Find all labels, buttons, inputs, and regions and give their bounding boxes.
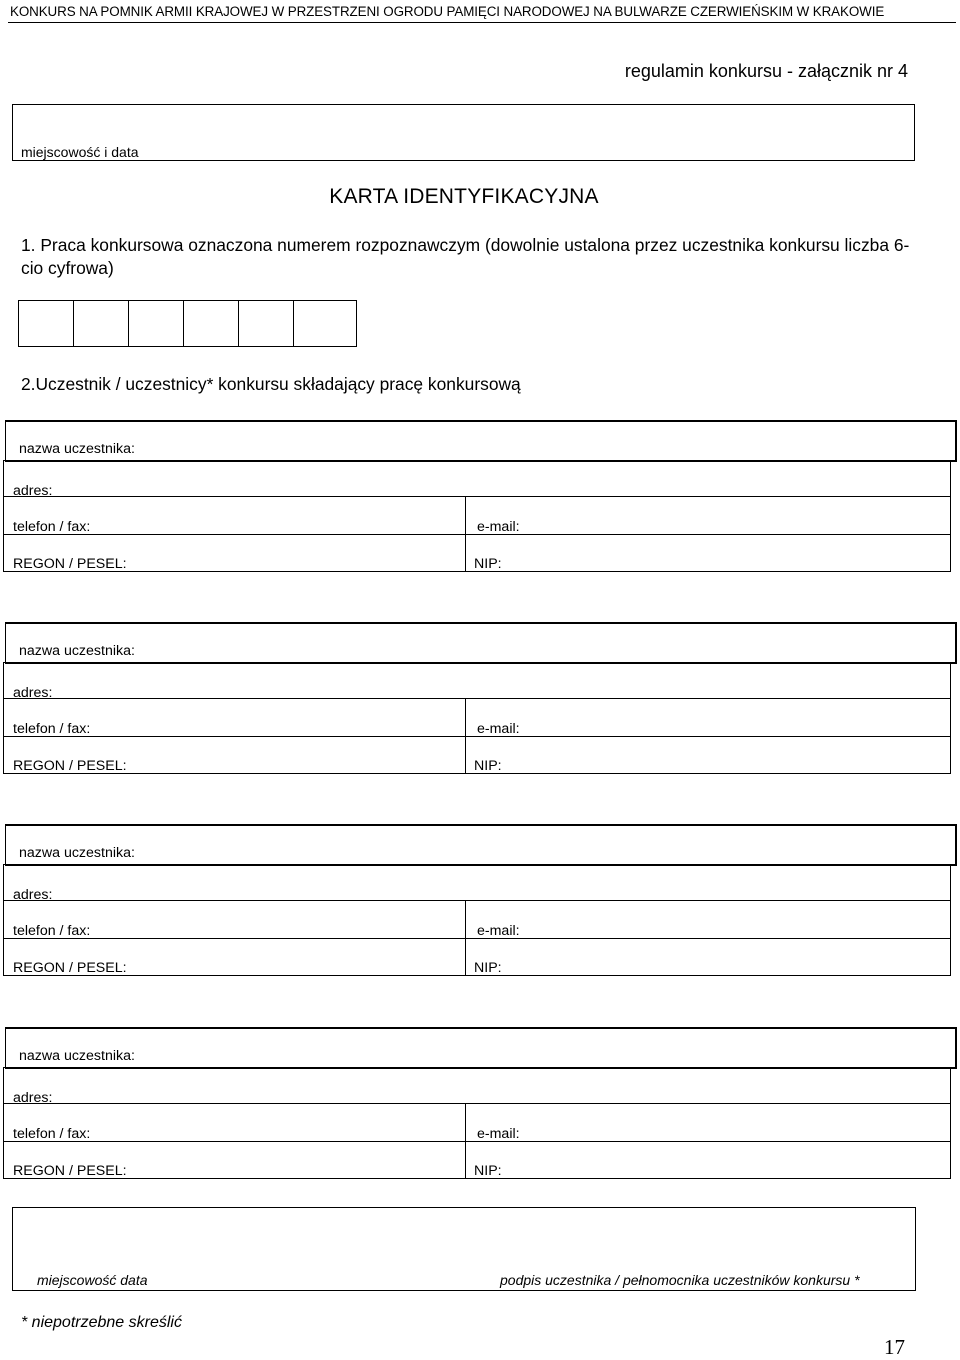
phone-label: telefon / fax: — [13, 1126, 91, 1142]
address-label: adres: — [13, 1090, 53, 1106]
participant-name-field[interactable] — [5, 622, 957, 664]
participant-name-label: nazwa uczestnika: — [19, 845, 135, 861]
address-label: adres: — [13, 887, 53, 903]
place-date-field[interactable] — [12, 104, 915, 161]
regon-label: REGON / PESEL: — [13, 1163, 127, 1179]
nip-label: NIP: — [474, 960, 502, 976]
address-field[interactable] — [4, 1068, 950, 1104]
participant-details-grid — [3, 460, 951, 572]
phone-label: telefon / fax: — [13, 519, 91, 535]
page-number: 17 — [884, 1335, 905, 1359]
participant-name-field[interactable] — [5, 824, 957, 866]
nip-label: NIP: — [474, 1163, 502, 1179]
digit-box-2[interactable] — [74, 301, 129, 346]
page-title: KARTA IDENTYFIKACYJNA — [329, 185, 599, 208]
column-divider — [465, 1104, 466, 1179]
regon-label: REGON / PESEL: — [13, 556, 127, 572]
phone-label: telefon / fax: — [13, 721, 91, 737]
participant-block-4 — [3, 1027, 957, 1179]
participant-name-field[interactable] — [5, 420, 957, 462]
email-label: e-mail: — [477, 721, 520, 737]
identification-number-boxes — [18, 300, 357, 347]
phone-label: telefon / fax: — [13, 923, 91, 939]
participant-details-grid — [3, 662, 951, 774]
email-label: e-mail: — [477, 1126, 520, 1142]
address-field[interactable] — [4, 663, 950, 699]
participant-name-label: nazwa uczestnika: — [19, 1048, 135, 1064]
participant-details-grid — [3, 864, 951, 976]
nip-label: NIP: — [474, 758, 502, 774]
footnote: * niepotrzebne skreślić — [21, 1314, 182, 1331]
digit-box-5[interactable] — [239, 301, 294, 346]
regon-label: REGON / PESEL: — [13, 758, 127, 774]
digit-box-6[interactable] — [294, 301, 356, 346]
section-2-text: 2.Uczestnik / uczestnicy* konkursu składający pracę konkursową — [21, 374, 521, 394]
address-field[interactable] — [4, 865, 950, 901]
participant-name-field[interactable] — [5, 1027, 957, 1069]
address-label: adres: — [13, 685, 53, 701]
digit-box-3[interactable] — [129, 301, 184, 346]
participant-block-3 — [3, 824, 957, 976]
attachment-note: regulamin konkursu - załącznik nr 4 — [624, 61, 908, 81]
header-divider — [8, 22, 956, 23]
column-divider — [465, 497, 466, 572]
digit-box-4[interactable] — [184, 301, 239, 346]
column-divider — [465, 699, 466, 774]
digit-box-1[interactable] — [19, 301, 74, 346]
regon-label: REGON / PESEL: — [13, 960, 127, 976]
participant-block-2 — [3, 622, 957, 774]
document-header-title: KONKURS NA POMNIK ARMII KRAJOWEJ W PRZESTRZENI OGRODU PAMIĘCI NARODOWEJ NA BULWARZE CZERWIEŃSKIM W KRAKOWIE — [10, 4, 885, 19]
signature-place-date-label: miejscowość data — [37, 1272, 148, 1288]
address-field[interactable] — [4, 461, 950, 497]
nip-label: NIP: — [474, 556, 502, 572]
address-label: adres: — [13, 483, 53, 499]
section-1-text: 1. Praca konkursowa oznaczona numerem rozpoznawczym (dowolnie ustalona przez uczestnika konkursu liczba 6-cio cyfrowa) — [21, 235, 910, 278]
participant-details-grid — [3, 1067, 951, 1179]
email-label: e-mail: — [477, 923, 520, 939]
participant-name-label: nazwa uczestnika: — [19, 643, 135, 659]
column-divider — [465, 901, 466, 976]
participant-block-1 — [3, 420, 957, 572]
email-label: e-mail: — [477, 519, 520, 535]
signature-label: podpis uczestnika / pełnomocnika uczestników konkursu * — [500, 1272, 860, 1288]
place-date-label: miejscowość i data — [21, 144, 139, 160]
participant-name-label: nazwa uczestnika: — [19, 441, 135, 457]
